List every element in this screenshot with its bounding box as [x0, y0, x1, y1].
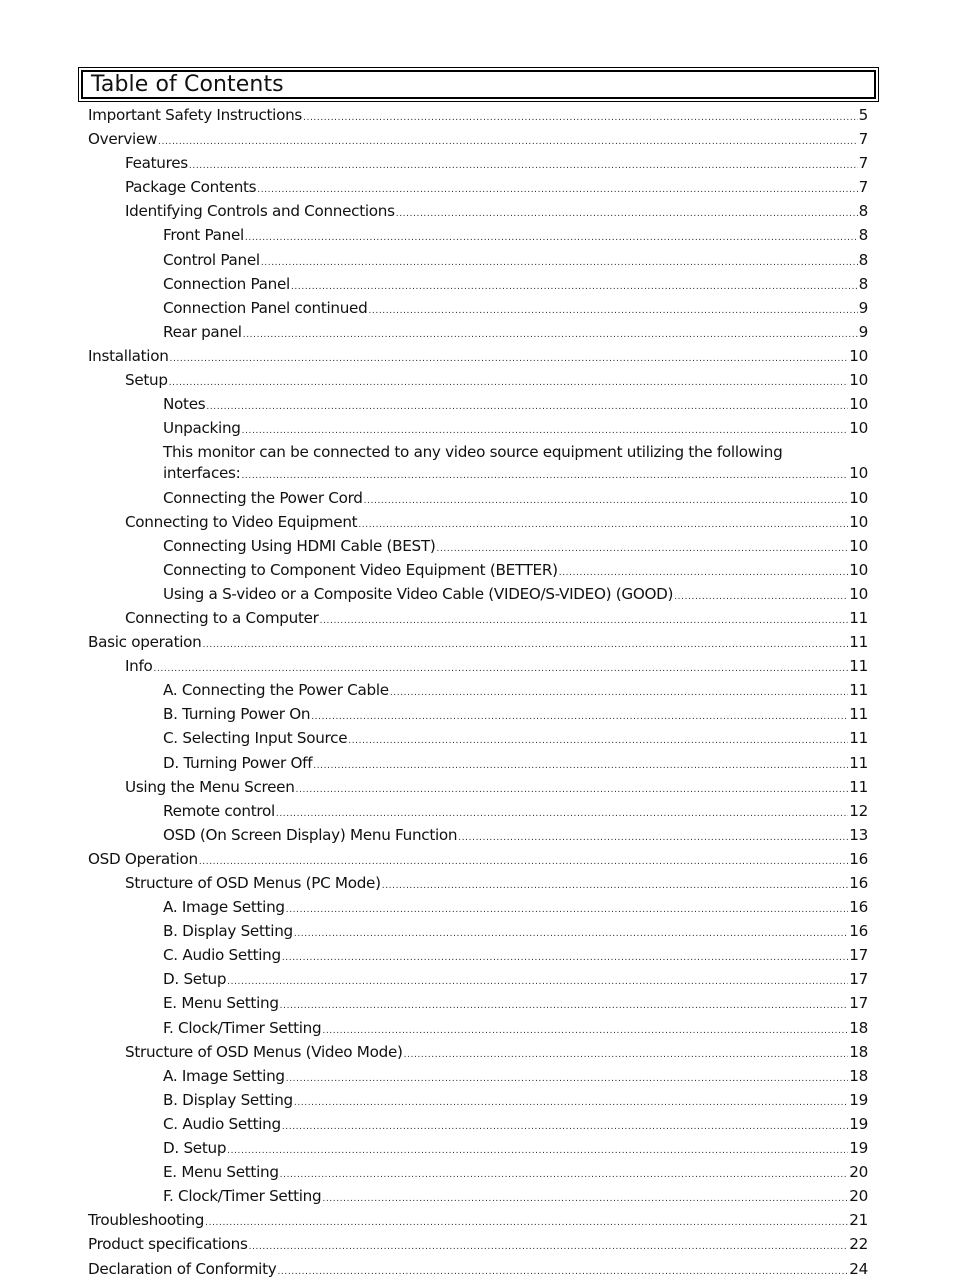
toc-entry-page-number: 16 — [849, 922, 868, 941]
toc-entry-label: A. Connecting the Power Cable — [163, 681, 389, 700]
toc-entry-label: Info — [125, 657, 153, 676]
toc-entry-label: Declaration of Conformity — [88, 1259, 277, 1278]
dot-leader — [303, 108, 858, 129]
toc-entry-label: A. Image Setting — [163, 1066, 285, 1085]
toc-entry-page-number: 16 — [849, 874, 868, 892]
toc-entry[interactable] — [88, 1066, 868, 1090]
dot-leader — [227, 1141, 848, 1162]
toc-entry-label: OSD Operation — [88, 849, 198, 868]
toc-entry-page-number: 10 — [849, 464, 868, 483]
dot-leader — [368, 301, 857, 322]
toc-entry-label: Setup — [125, 371, 168, 390]
toc-entry[interactable] — [88, 322, 868, 346]
toc-entry-label: Remote control — [163, 801, 275, 820]
toc-entry-label: Troubleshooting — [88, 1211, 205, 1230]
toc-entry-page-number: 8 — [858, 274, 868, 293]
toc-entry[interactable] — [88, 753, 868, 777]
toc-entry-page-number: 10 — [849, 395, 868, 414]
dot-leader — [390, 683, 848, 704]
dot-leader — [280, 1165, 849, 1186]
toc-entry-page-number: 7 — [858, 130, 868, 149]
toc-entry[interactable] — [88, 153, 868, 177]
toc-entry-page-number: 17 — [849, 970, 868, 989]
dot-leader — [437, 539, 849, 560]
toc-entry-page-number: 17 — [849, 946, 868, 965]
toc-entry-label: A. Image Setting — [163, 898, 285, 917]
dot-leader — [674, 587, 848, 608]
toc-entry-label: D. Setup — [163, 1139, 227, 1158]
toc-entry-page-number: 24 — [849, 1259, 868, 1278]
toc-entry[interactable] — [88, 560, 868, 584]
dot-leader — [382, 876, 849, 897]
toc-entry-page-number: 13 — [849, 825, 868, 844]
toc-entry[interactable] — [88, 394, 868, 418]
toc-entry-page-number: 11 — [849, 681, 868, 700]
toc-entry-page-number: 16 — [849, 849, 868, 868]
toc-entry-label: Overview — [88, 130, 158, 149]
toc-entry-label: Connecting to Video Equipment — [125, 512, 358, 531]
toc-entry-page-number: 18 — [849, 1066, 868, 1085]
toc-entry-label: OSD (On Screen Display) Menu Function — [163, 825, 458, 844]
toc-entry[interactable] — [88, 825, 868, 849]
dot-leader — [396, 204, 858, 225]
toc-entry-label: F. Clock/Timer Setting — [163, 1187, 322, 1206]
dot-leader — [276, 804, 848, 825]
toc-entry-label: Structure of OSD Menus (Video Mode) — [125, 1042, 403, 1061]
toc-entry-label: Rear panel — [163, 322, 242, 341]
dot-leader — [364, 491, 849, 512]
dot-leader — [348, 731, 848, 752]
toc-entry-page-number: 20 — [849, 1187, 868, 1206]
toc-entry-label: interfaces: — [163, 464, 241, 483]
toc-entry[interactable] — [88, 873, 868, 897]
toc-entry[interactable] — [88, 512, 868, 536]
toc-entry-page-number: 8 — [858, 202, 868, 221]
toc-entry[interactable] — [88, 969, 868, 993]
toc-entry[interactable] — [88, 1090, 868, 1114]
toc-entry-label: B. Turning Power On — [163, 705, 311, 724]
dot-leader — [458, 828, 848, 849]
toc-entry[interactable] — [88, 921, 868, 945]
toc-entry-page-number: 22 — [849, 1235, 868, 1254]
toc-entry-page-number: 11 — [849, 705, 868, 724]
page-title: Table of Contents — [91, 71, 284, 97]
toc-entry-label: Front Panel — [163, 226, 244, 245]
toc-entry[interactable] — [88, 680, 868, 704]
toc-entry-page-number: 9 — [858, 322, 868, 341]
toc-entry-label: Connection Panel — [163, 274, 290, 293]
toc-entry[interactable] — [88, 129, 868, 153]
dot-leader — [311, 707, 848, 728]
dot-leader — [227, 972, 848, 993]
toc-entry-page-number: 19 — [849, 1114, 868, 1133]
dot-leader — [313, 756, 848, 777]
toc-entry[interactable] — [88, 1162, 868, 1186]
toc-entry-label: Notes — [163, 395, 206, 414]
toc-entry-page-number: 21 — [849, 1211, 868, 1230]
toc-entry[interactable] — [88, 777, 868, 801]
dot-leader — [358, 515, 848, 536]
title-box — [78, 67, 879, 102]
toc-entry-page-number: 8 — [858, 250, 868, 269]
dot-leader — [294, 1093, 848, 1114]
toc-entry[interactable] — [88, 632, 868, 656]
toc-entry-page-number: 18 — [849, 1042, 868, 1061]
toc-entry[interactable] — [88, 225, 868, 249]
toc-entry[interactable] — [88, 488, 868, 512]
toc-entry-label: Important Safety Instructions — [88, 106, 303, 124]
toc-entry-page-number: 10 — [849, 512, 868, 531]
toc-entry-page-number: 12 — [849, 801, 868, 820]
toc-entry-label: C. Audio Setting — [163, 1114, 281, 1133]
toc-entry-label: Connecting to Component Video Equipment (BETTER) — [163, 560, 558, 579]
dot-leader — [257, 180, 857, 201]
dot-leader — [277, 1262, 848, 1283]
toc-entry-label: F. Clock/Timer Setting — [163, 1018, 322, 1037]
toc-entry-label: Control Panel — [163, 250, 260, 269]
dot-leader — [291, 277, 858, 298]
toc-entry[interactable] — [88, 656, 868, 680]
toc-entry-label: Product specifications — [88, 1235, 248, 1254]
dot-leader — [170, 349, 849, 370]
toc-entry-page-number: 10 — [849, 488, 868, 507]
dot-leader — [282, 1117, 848, 1138]
dot-leader — [282, 948, 848, 969]
toc-list — [88, 105, 868, 1283]
toc-entry[interactable] — [88, 704, 868, 728]
dot-leader — [322, 1189, 848, 1210]
dot-leader — [206, 397, 848, 418]
toc-entry-wrapped-line: This monitor can be connected to any video source equipment utilizing the following — [163, 443, 783, 462]
toc-entry[interactable] — [88, 728, 868, 752]
toc-entry[interactable] — [88, 1042, 868, 1066]
toc-entry-label: Connection Panel continued — [163, 298, 368, 317]
dot-leader — [189, 156, 858, 177]
toc-entry-label: Connecting the Power Cord — [163, 488, 363, 507]
dot-leader — [261, 253, 858, 274]
toc-entry[interactable] — [88, 1138, 868, 1162]
toc-entry-label: B. Display Setting — [163, 922, 293, 941]
toc-entry[interactable] — [88, 536, 868, 560]
toc-entry-page-number: 10 — [849, 346, 868, 365]
dot-leader — [242, 421, 849, 442]
dot-leader — [249, 1237, 849, 1258]
dot-leader — [199, 852, 848, 873]
dot-leader — [245, 228, 858, 249]
toc-entry[interactable] — [88, 418, 868, 442]
title-frame — [81, 70, 876, 99]
dot-leader — [280, 996, 849, 1017]
toc-entry-page-number: 9 — [858, 298, 868, 317]
dot-leader — [243, 325, 858, 346]
dot-leader — [154, 659, 849, 680]
toc-entry[interactable] — [88, 177, 868, 201]
toc-entry-label: D. Setup — [163, 970, 227, 989]
toc-entry-label: Package Contents — [125, 178, 257, 197]
toc-entry[interactable] — [88, 1018, 868, 1042]
toc-entry[interactable] — [88, 298, 868, 322]
toc-entry-label: B. Display Setting — [163, 1090, 293, 1109]
toc-entry-label: Unpacking — [163, 419, 241, 438]
toc-entry[interactable] — [88, 370, 868, 394]
dot-leader — [286, 1069, 849, 1090]
toc-entry-page-number: 11 — [849, 608, 868, 627]
toc-entry-page-number: 17 — [849, 994, 868, 1013]
toc-entry-page-number: 19 — [849, 1090, 868, 1109]
toc-entry-page-number: 8 — [858, 226, 868, 245]
toc-entry-label: Identifying Controls and Connections — [125, 202, 395, 221]
toc-entry-page-number: 10 — [849, 419, 868, 438]
toc-entry-page-number: 10 — [849, 536, 868, 555]
toc-entry[interactable] — [88, 201, 868, 225]
dot-leader — [322, 1021, 848, 1042]
toc-entry[interactable] — [88, 945, 868, 969]
toc-entry-label: E. Menu Setting — [163, 994, 279, 1013]
toc-entry[interactable] — [88, 1186, 868, 1210]
dot-leader — [241, 466, 848, 487]
toc-entry-page-number: 18 — [849, 1018, 868, 1037]
toc-entry[interactable] — [88, 1234, 868, 1258]
toc-entry-page-number: 7 — [858, 178, 868, 197]
dot-leader — [202, 635, 848, 656]
toc-entry-label: C. Audio Setting — [163, 946, 281, 965]
toc-entry[interactable] — [88, 993, 868, 1017]
toc-entry[interactable] — [88, 274, 868, 298]
toc-entry[interactable] — [88, 584, 868, 608]
dot-leader — [158, 132, 858, 153]
dot-leader — [294, 924, 848, 945]
toc-entry-page-number: 10 — [849, 560, 868, 579]
toc-entry[interactable] — [88, 346, 868, 370]
toc-entry[interactable] — [88, 801, 868, 825]
dot-leader — [404, 1045, 849, 1066]
toc-entry-page-number: 5 — [858, 106, 868, 124]
toc-entry-label: Using the Menu Screen — [125, 777, 295, 796]
toc-entry-label: Connecting to a Computer — [125, 608, 319, 627]
toc-entry[interactable] — [88, 105, 868, 129]
toc-entry-page-number: 11 — [849, 777, 868, 796]
dot-leader — [559, 563, 849, 584]
toc-entry[interactable] — [88, 463, 868, 487]
toc-entry[interactable] — [88, 897, 868, 921]
toc-entry-page-number: 11 — [849, 657, 868, 676]
toc-entry-page-number: 11 — [849, 729, 868, 748]
toc-entry[interactable] — [88, 1114, 868, 1138]
toc-entry[interactable] — [88, 849, 868, 873]
toc-entry-page-number: 7 — [858, 154, 868, 173]
toc-entry-page-number: 20 — [849, 1163, 868, 1182]
dot-leader — [286, 900, 849, 921]
toc-entry-page-number: 10 — [849, 371, 868, 390]
toc-entry-page-number: 11 — [849, 753, 868, 772]
toc-entry-label: E. Menu Setting — [163, 1163, 279, 1182]
toc-entry-label: D. Turning Power Off — [163, 753, 313, 772]
dot-leader — [205, 1213, 848, 1234]
toc-entry-label: Installation — [88, 346, 169, 365]
toc-entry[interactable] — [88, 1210, 868, 1234]
dot-leader — [169, 373, 849, 394]
toc-entry-label: Basic operation — [88, 633, 202, 652]
toc-entry[interactable] — [88, 250, 868, 274]
toc-entry-page-number: 19 — [849, 1139, 868, 1158]
dot-leader — [296, 780, 849, 801]
toc-entry-label: Structure of OSD Menus (PC Mode) — [125, 874, 381, 892]
toc-entry-page-number: 11 — [849, 633, 868, 652]
toc-entry-page-number: 10 — [849, 584, 868, 603]
toc-entry-page-number: 16 — [849, 898, 868, 917]
toc-entry-label: Using a S-video or a Composite Video Cable (VIDEO/S-VIDEO) (GOOD) — [163, 584, 674, 603]
toc-entry-label: Features — [125, 154, 188, 173]
toc-entry[interactable] — [88, 1259, 868, 1283]
toc-entry-label: C. Selecting Input Source — [163, 729, 348, 748]
toc-entry[interactable] — [88, 608, 868, 632]
dot-leader — [320, 611, 849, 632]
toc-entry-label: Connecting Using HDMI Cable (BEST) — [163, 536, 436, 555]
